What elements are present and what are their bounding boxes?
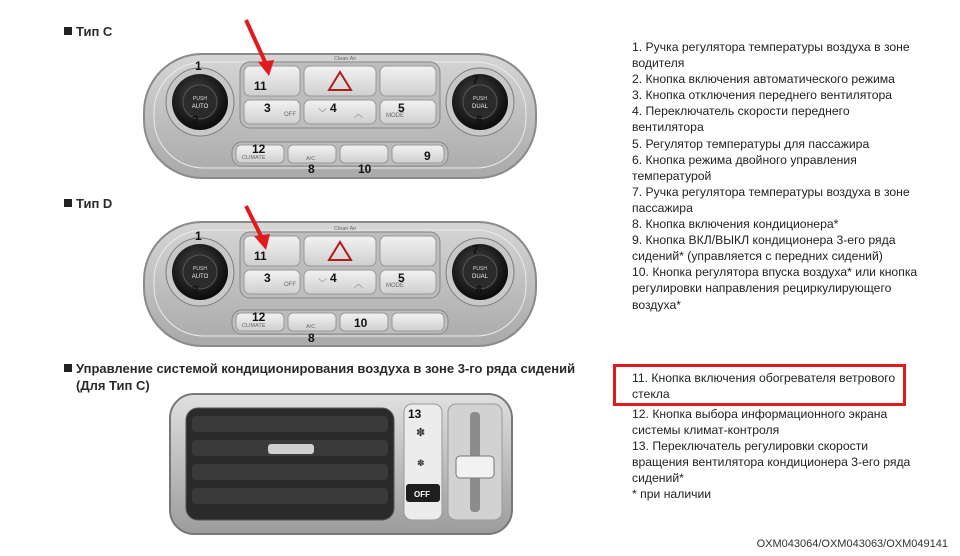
push-label: PUSH [473, 266, 487, 272]
callout-4: 4 [330, 271, 337, 285]
legend-item: 8. Кнопка включения кондиционера* [632, 217, 839, 232]
callout-2: 2 [192, 283, 199, 297]
section-title-rear [64, 360, 624, 394]
climate-panel-type-d [140, 214, 540, 354]
callout-6: 6 [476, 283, 483, 297]
callout-8: 8 [308, 331, 315, 345]
callout-2: 2 [192, 113, 199, 127]
recirculation-button [340, 145, 388, 163]
legend-item: 9. Кнопка ВКЛ/ВЫКЛ кондиционера 3-его ряда сидений* (управляется с передних сидений) [632, 233, 896, 264]
climate-label: CLIMATE [242, 323, 266, 329]
bullet-square [64, 27, 72, 35]
bullet-square [64, 199, 72, 207]
climate-panel-type-c [140, 40, 540, 188]
auto-button [183, 85, 217, 119]
dual-label: DUAL [471, 104, 489, 110]
auto-label: AUTO [191, 104, 209, 110]
section-title-type-c [64, 24, 112, 39]
footnote: * при наличии [632, 487, 712, 502]
push-label: PUSH [473, 96, 487, 102]
section-title-text: Управление системой кондиционирования воздуха в зоне 3-го ряда сидений [76, 361, 576, 376]
auto-button [183, 255, 217, 289]
fan-high-icon: ✽ [416, 427, 426, 439]
chevron-up-icon: ︿ [354, 279, 364, 289]
auto-label: AUTO [191, 274, 209, 280]
section-title-type-d [64, 196, 112, 211]
dual-label: DUAL [471, 274, 489, 280]
legend-item-highlighted: 11. Кнопка включения обогревателя ветрового стекла [632, 371, 896, 402]
legend-item: 1. Ручка регулятора температуры воздуха в зоне водителя [632, 40, 910, 71]
callout-1: 1 [195, 229, 202, 243]
rear-off-label: OFF [414, 490, 430, 499]
ac-label: A/C [306, 324, 316, 330]
legend-list [632, 39, 922, 312]
callout-5: 5 [398, 271, 405, 285]
ac-label: A/C [306, 156, 316, 162]
fresh-air-button [392, 313, 444, 331]
callout-8: 8 [308, 162, 315, 176]
climate-label: CLIMATE [242, 155, 266, 161]
callout-12: 12 [252, 310, 266, 324]
callout-7: 7 [472, 73, 479, 87]
callout-13: 13 [408, 407, 422, 421]
red-arrow-icon [240, 202, 280, 252]
off-label: OFF [284, 112, 296, 118]
callout-10: 10 [354, 316, 368, 330]
callout-3: 3 [264, 101, 271, 115]
callout-6: 6 [476, 113, 483, 127]
callout-11: 11 [254, 249, 267, 263]
screen-button [380, 236, 436, 266]
chevron-down-icon: ﹀ [318, 108, 328, 118]
legend-list-continued [632, 406, 922, 503]
off-label: OFF [284, 282, 296, 288]
clean-air-label: Clean Air [334, 226, 357, 232]
fan-low-icon: ✽ [417, 458, 425, 468]
callout-3: 3 [264, 271, 271, 285]
legend-item: 13. Переключатель регулировки скорости вращения вентилятора кондиционера 3-его ряда сидений* [632, 439, 911, 486]
legend-item: 10. Кнопка регулятора впуска воздуха* или кнопка регулировки направления рециркулирующего воздуха* [632, 265, 918, 312]
chevron-down-icon: ﹀ [318, 278, 328, 288]
callout-1: 1 [195, 59, 202, 73]
screen-button [380, 66, 436, 96]
callout-11: 11 [254, 79, 267, 93]
legend-item: 7. Ручка регулятора температуры воздуха в зоне пассажира [632, 184, 910, 215]
fan-speed-switch [304, 270, 376, 294]
mode-label: MODE [386, 283, 404, 289]
legend-item: 2. Кнопка включения автоматического режима [632, 72, 895, 87]
callout-12: 12 [252, 142, 266, 156]
callout-4: 4 [330, 101, 337, 115]
callout-5: 5 [398, 101, 405, 115]
clean-air-label: Clean Air [334, 56, 357, 62]
vent-adjust-tab [268, 444, 314, 454]
callout-10: 10 [358, 162, 372, 176]
legend-item: 6. Кнопка режима двойного управления температурой [632, 152, 857, 183]
push-label: PUSH [193, 266, 207, 272]
rear-ac-button [392, 145, 444, 163]
callout-9: 9 [424, 149, 431, 163]
push-label: PUSH [193, 96, 207, 102]
legend-item: 3. Кнопка отключения переднего вентилятора [632, 88, 893, 103]
legend-item: 5. Регулятор температуры для пассажира [632, 136, 870, 151]
section-title-text: Тип С [76, 24, 113, 39]
mode-label: MODE [386, 113, 404, 119]
red-arrow-icon [240, 16, 280, 78]
section-title-text: Тип D [76, 196, 113, 211]
section-title-subtext: (Для Тип С) [76, 378, 150, 393]
legend-item: 12. Кнопка выбора информационного экрана системы климат-контроля [632, 407, 888, 438]
fan-speed-switch [304, 100, 376, 124]
legend-item: 4. Переключатель скорости переднего вентилятора [632, 104, 850, 135]
fan-slider-handle [456, 456, 494, 478]
rear-vent-unit [168, 390, 518, 540]
chevron-up-icon: ︿ [354, 109, 364, 119]
mode-button [380, 270, 436, 294]
callout-7: 7 [472, 243, 479, 257]
mode-button [380, 100, 436, 124]
image-code: OXM043064/OXM043063/OXM049141 [756, 538, 948, 550]
bullet-square [64, 364, 72, 372]
